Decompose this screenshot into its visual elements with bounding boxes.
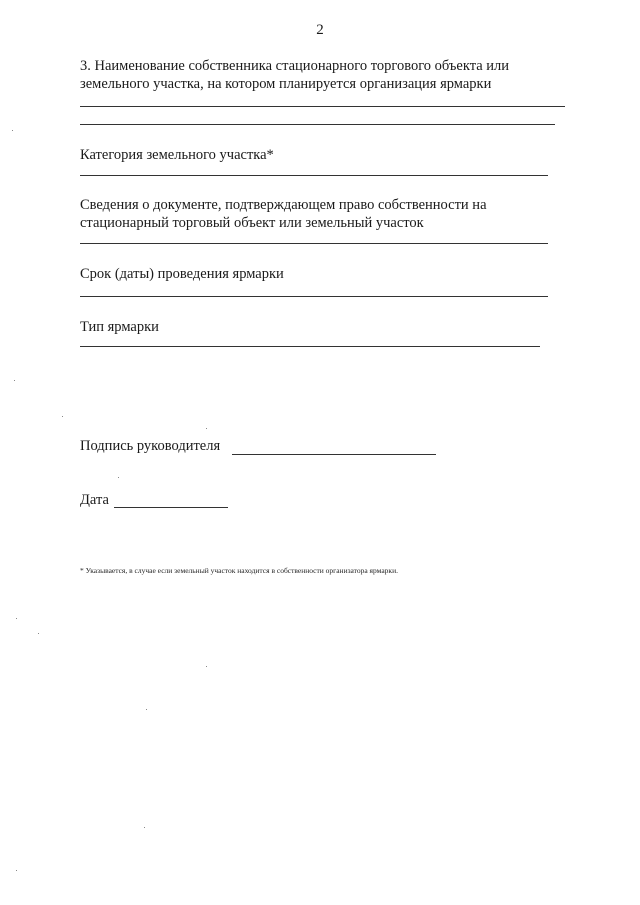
fair-type-label: Тип ярмарки — [80, 319, 159, 335]
land-category-label: Категория земельного участка* — [80, 147, 274, 163]
land-category-line[interactable] — [80, 175, 548, 176]
section-3-line-2: земельного участка, на котором планируется организация ярмарки — [80, 76, 492, 92]
owner-name-line-1[interactable] — [80, 106, 565, 107]
scan-speck — [206, 428, 207, 429]
footnote: * Указывается, в случае если земельный участок находится в собственности организатора ярмарки. — [80, 566, 398, 575]
ownership-document-line[interactable] — [80, 243, 548, 244]
page-number: 2 — [316, 22, 324, 38]
date-line[interactable] — [114, 507, 228, 508]
scan-speck — [12, 130, 13, 131]
signature-line[interactable] — [232, 454, 436, 455]
scan-speck — [206, 666, 207, 667]
scan-speck — [14, 380, 15, 381]
fair-dates-line[interactable] — [80, 296, 548, 297]
date-label: Дата — [80, 492, 109, 508]
scan-speck — [16, 870, 17, 871]
fair-dates-label: Срок (даты) проведения ярмарки — [80, 266, 284, 282]
scan-speck — [62, 416, 63, 417]
fair-type-line[interactable] — [80, 346, 540, 347]
signature-label: Подпись руководителя — [80, 438, 221, 454]
scan-speck — [118, 477, 119, 478]
scan-speck — [38, 633, 39, 634]
scan-speck — [144, 827, 145, 828]
owner-name-line-2[interactable] — [80, 124, 555, 125]
section-3-line-1: 3. Наименование собственника стационарного торгового объекта или — [80, 58, 510, 74]
scan-speck — [16, 618, 17, 619]
scan-speck — [146, 709, 147, 710]
ownership-document-line-2: стационарный торговый объект или земельный участок — [80, 215, 424, 231]
ownership-document-line-1: Сведения о документе, подтверждающем право собственности на — [80, 197, 487, 213]
